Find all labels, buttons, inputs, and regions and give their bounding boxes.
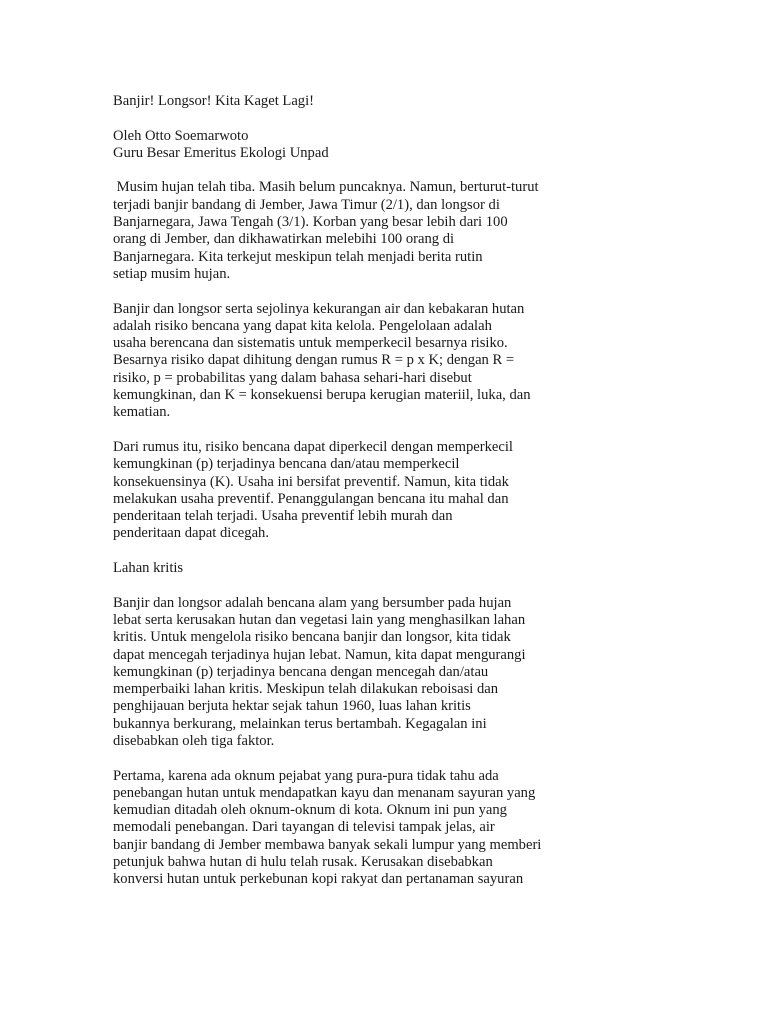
text-line: usaha berencana dan sistematis untuk memperkecil besarnya risiko. [113,335,508,352]
text-line: terjadi banjir bandang di Jember, Jawa Timur (2/1), dan longsor di [113,196,500,213]
text-line: Banjir dan longsor serta sejolinya kekurangan air dan kebakaran hutan [113,300,525,317]
text-line: dapat mencegah terjadinya hujan lebat. Namun, kita dapat mengurangi [113,646,526,663]
text-line: Lahan kritis [113,560,184,577]
text-line: kemungkinan (p) terjadinya bencana dan/atau memperkecil [113,456,460,473]
text-line: penebangan hutan untuk mendapatkan kayu dan menanam sayuran yang [113,784,536,801]
text-line: memperbaiki lahan kritis. Meskipun telah dilakukan reboisasi dan [113,681,499,698]
text-line: penghijauan berjuta hektar sejak tahun 1960, luas lahan kritis [113,698,471,715]
text-line: kritis. Untuk mengelola risiko bencana banjir dan longsor, kita tidak [113,629,511,646]
text-line: risiko, p = probabilitas yang dalam bahasa sehari-hari disebut [113,369,472,386]
paragraph-spacer [113,283,573,300]
paragraph-spacer [113,422,573,439]
paragraph [113,439,573,543]
text-line: kemungkinan, dan K = konsekuensi berupa kerugian materiil, luka, dan [113,387,531,404]
text-line: disebabkan oleh tiga faktor. [113,732,275,749]
author-name: Oleh Otto Soemarwoto [113,127,249,144]
text-line: setiap musim hujan. [113,265,231,282]
paragraph [113,595,573,751]
author-affiliation: Guru Besar Emeritus Ekologi Unpad [113,144,329,161]
text-line: adalah risiko bencana yang dapat kita kelola. Pengelolaan adalah [113,317,492,334]
text-line: melakukan usaha preventif. Penanggulangan bencana itu mahal dan [113,490,509,507]
text-line: konversi hutan untuk perkebunan kopi rakyat dan pertanaman sayuran [113,871,524,888]
text-line: kemudian ditadah oleh oknum-oknum di kota. Oknum ini pun yang [113,802,507,819]
author-block [113,128,573,163]
text-line: Pertama, karena ada oknum pejabat yang pura-pura tidak tahu ada [113,767,499,784]
text-line: orang di Jember, dan dikhawatirkan melebihi 100 orang di [113,231,455,248]
text-line: Banjarnegara, Jawa Tengah (3/1). Korban yang besar lebih dari 100 [113,214,508,231]
paragraph [113,301,573,422]
paragraph-spacer [113,543,573,560]
text-line: banjir bandang di Jember membawa banyak sekali lumpur yang memberi [113,836,542,853]
text-line: Dari rumus itu, risiko bencana dapat diperkecil dengan memperkecil [113,438,513,455]
text-line: Besarnya risiko dapat dihitung dengan rumus R = p x K; dengan R = [113,352,515,369]
article-title: Banjir! Longsor! Kita Kaget Lagi! [113,93,315,109]
text-line: Banjarnegara. Kita terkejut meskipun telah menjadi berita rutin [113,248,483,265]
text-line: kematian. [113,404,171,421]
article-body [113,93,573,889]
text-line: konsekuensinya (K). Usaha ini bersifat preventif. Namun, kita tidak [113,473,509,490]
paragraph-spacer [113,577,573,594]
text-line: Musim hujan telah tiba. Masih belum puncaknya. Namun, berturut-turut [113,179,539,196]
paragraph [113,179,573,283]
text-line: penderitaan telah terjadi. Usaha preventif lebih murah dan [113,508,453,525]
text-line: bukannya berkurang, melainkan terus bertambah. Kegagalan ini [113,715,487,732]
text-line: kemungkinan (p) terjadinya bencana dengan mencegah dan/atau [113,663,489,680]
paragraph-spacer [113,750,573,767]
paragraph [113,768,573,889]
text-line: lebat serta kerusakan hutan dan vegetasi lain yang menghasilkan lahan [113,611,526,628]
paragraph-spacer [113,162,573,179]
text-line: petunjuk bahwa hutan di hulu telah rusak. Kerusakan disebabkan [113,854,493,871]
text-line: penderitaan dapat dicegah. [113,525,269,542]
text-line: memodali penebangan. Dari tayangan di televisi tampak jelas, air [113,819,495,836]
text-line: Banjir dan longsor adalah bencana alam yang bersumber pada hujan [113,594,512,611]
section-heading [113,560,573,577]
article-paragraphs [113,162,573,888]
